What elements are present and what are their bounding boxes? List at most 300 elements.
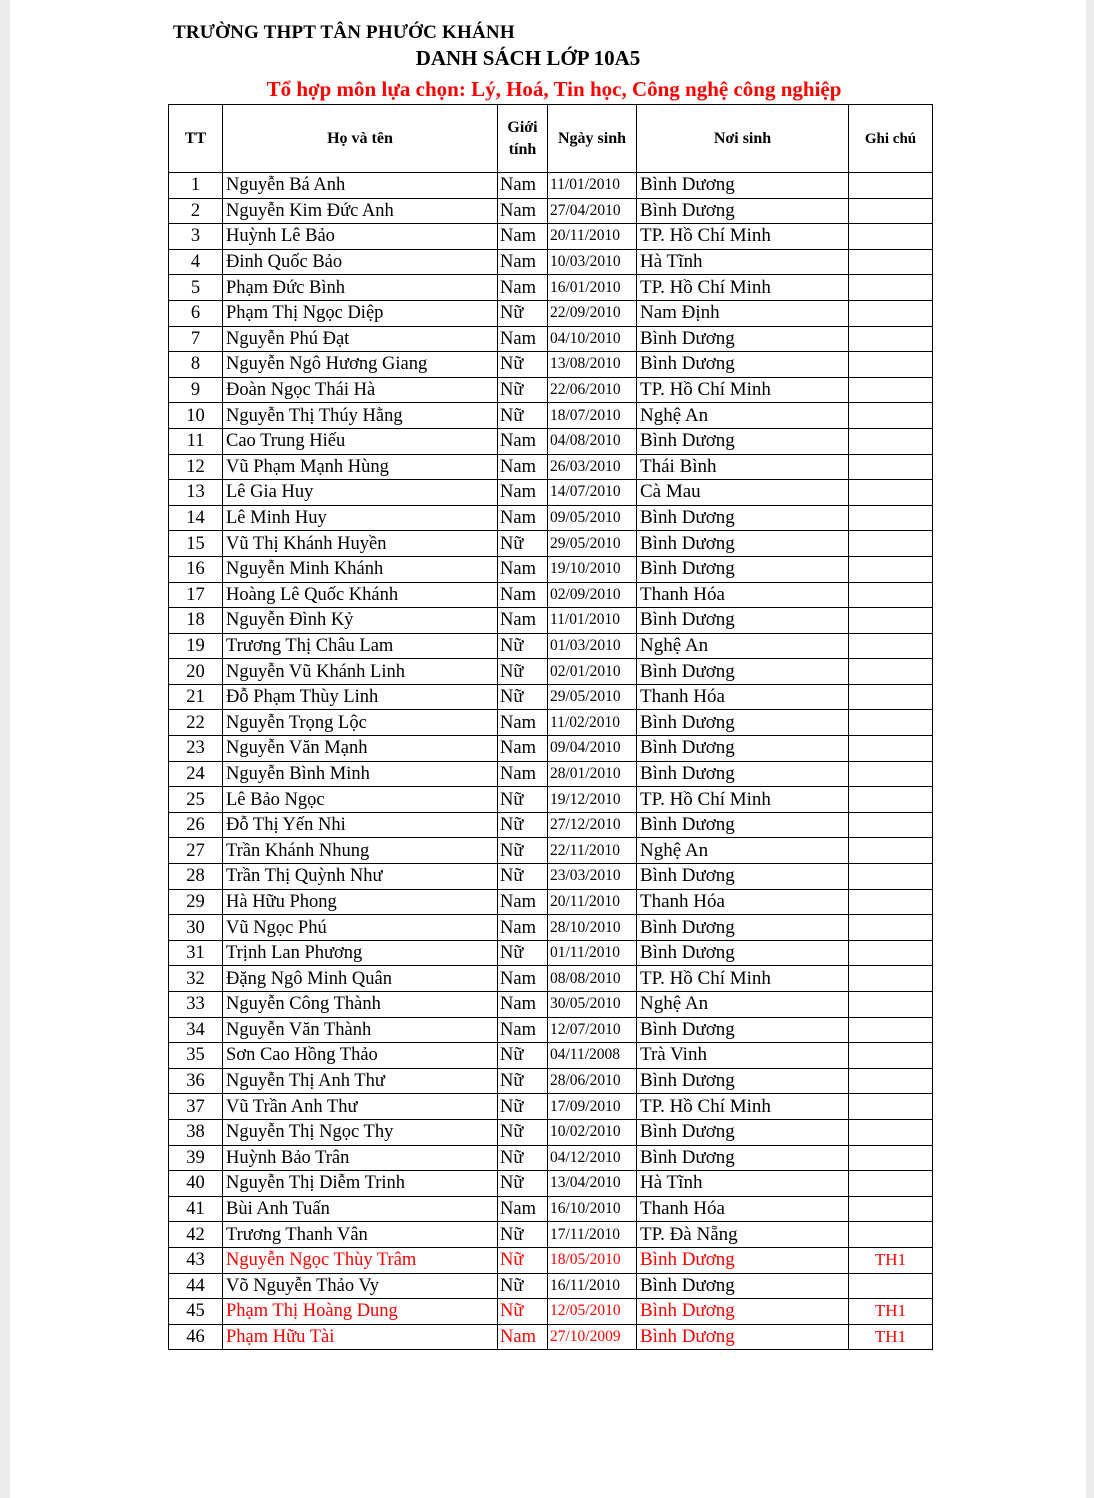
student-note [849, 1043, 933, 1069]
row-number: 15 [169, 531, 223, 557]
student-name: Nguyễn Thị Ngọc Thy [223, 1119, 498, 1145]
table-row [169, 915, 933, 941]
student-birthplace: TP. Hồ Chí Minh [637, 787, 849, 813]
row-number: 24 [169, 761, 223, 787]
row-number: 44 [169, 1273, 223, 1299]
student-name: Nguyễn Ngô Hương Giang [223, 352, 498, 378]
student-birthplace: Hà Tĩnh [637, 249, 849, 275]
student-note [849, 480, 933, 506]
student-birthplace: Bình Dương [637, 198, 849, 224]
student-note [849, 454, 933, 480]
student-dob: 14/07/2010 [548, 480, 637, 506]
student-note [849, 198, 933, 224]
table-body [169, 173, 933, 1350]
student-dob: 26/03/2010 [548, 454, 637, 480]
table-row [169, 966, 933, 992]
student-sex: Nữ [498, 864, 548, 890]
row-number: 20 [169, 659, 223, 685]
student-dob: 04/12/2010 [548, 1145, 637, 1171]
student-note [849, 838, 933, 864]
student-sex: Nam [498, 428, 548, 454]
student-dob: 10/03/2010 [548, 249, 637, 275]
student-note [849, 1273, 933, 1299]
table-row [169, 940, 933, 966]
student-dob: 13/08/2010 [548, 352, 637, 378]
row-number: 32 [169, 966, 223, 992]
row-number: 45 [169, 1299, 223, 1325]
student-birthplace: Thanh Hóa [637, 684, 849, 710]
table-row [169, 582, 933, 608]
student-note [849, 1094, 933, 1120]
student-sex: Nam [498, 966, 548, 992]
student-note [849, 326, 933, 352]
student-sex: Nam [498, 582, 548, 608]
student-dob: 02/01/2010 [548, 659, 637, 685]
student-dob: 01/11/2010 [548, 940, 637, 966]
row-number: 10 [169, 403, 223, 429]
student-birthplace: Bình Dương [637, 173, 849, 199]
student-birthplace: Bình Dương [637, 326, 849, 352]
table-row [169, 659, 933, 685]
student-birthplace: Thanh Hóa [637, 1196, 849, 1222]
student-sex: Nam [498, 173, 548, 199]
student-birthplace: Bình Dương [637, 531, 849, 557]
student-sex: Nữ [498, 300, 548, 326]
student-name: Lê Gia Huy [223, 480, 498, 506]
student-sex: Nữ [498, 838, 548, 864]
student-birthplace: Bình Dương [637, 915, 849, 941]
student-name: Võ Nguyễn Thảo Vy [223, 1273, 498, 1299]
student-birthplace: Bình Dương [637, 1145, 849, 1171]
student-dob: 30/05/2010 [548, 992, 637, 1018]
row-number: 37 [169, 1094, 223, 1120]
student-dob: 17/09/2010 [548, 1094, 637, 1120]
table-row [169, 173, 933, 199]
row-number: 1 [169, 173, 223, 199]
student-sex: Nam [498, 275, 548, 301]
student-birthplace: Trà Vinh [637, 1043, 849, 1069]
student-birthplace: TP. Hồ Chí Minh [637, 377, 849, 403]
student-sex: Nam [498, 736, 548, 762]
student-name: Nguyễn Bá Anh [223, 173, 498, 199]
student-dob: 11/02/2010 [548, 710, 637, 736]
student-note [849, 249, 933, 275]
student-name: Hoàng Lê Quốc Khánh [223, 582, 498, 608]
student-birthplace: Bình Dương [637, 761, 849, 787]
student-dob: 02/09/2010 [548, 582, 637, 608]
student-sex: Nam [498, 198, 548, 224]
student-birthplace: Bình Dương [637, 812, 849, 838]
student-note [849, 710, 933, 736]
student-name: Vũ Ngọc Phú [223, 915, 498, 941]
table-row [169, 1324, 933, 1350]
student-birthplace: Nghệ An [637, 838, 849, 864]
document-title-text: DANH SÁCH LỚP 10A5 [415, 46, 641, 70]
student-sex: Nữ [498, 1145, 548, 1171]
student-birthplace: Bình Dương [637, 710, 849, 736]
table-row [169, 377, 933, 403]
student-note [849, 1017, 933, 1043]
student-note [849, 377, 933, 403]
table-row [169, 787, 933, 813]
student-name: Trịnh Lan Phương [223, 940, 498, 966]
row-number: 17 [169, 582, 223, 608]
student-dob: 28/10/2010 [548, 915, 637, 941]
student-dob: 11/01/2010 [548, 608, 637, 634]
student-dob: 16/11/2010 [548, 1273, 637, 1299]
student-dob: 17/11/2010 [548, 1222, 637, 1248]
row-number: 29 [169, 889, 223, 915]
student-dob: 08/08/2010 [548, 966, 637, 992]
student-sex: Nữ [498, 1247, 548, 1273]
student-birthplace: Hà Tĩnh [637, 1171, 849, 1197]
row-number: 13 [169, 480, 223, 506]
student-note [849, 761, 933, 787]
col-header-name: Họ và tên [223, 105, 498, 173]
student-note [849, 992, 933, 1018]
student-birthplace: TP. Hồ Chí Minh [637, 966, 849, 992]
student-name: Vũ Phạm Mạnh Hùng [223, 454, 498, 480]
student-note [849, 1068, 933, 1094]
student-dob: 22/06/2010 [548, 377, 637, 403]
student-note [849, 659, 933, 685]
student-sex: Nam [498, 608, 548, 634]
row-number: 39 [169, 1145, 223, 1171]
student-sex: Nữ [498, 940, 548, 966]
student-sex: Nữ [498, 377, 548, 403]
table-row [169, 1196, 933, 1222]
student-dob: 22/09/2010 [548, 300, 637, 326]
row-number: 16 [169, 556, 223, 582]
student-name: Trương Thị Châu Lam [223, 633, 498, 659]
student-birthplace: Bình Dương [637, 1299, 849, 1325]
student-dob: 18/05/2010 [548, 1247, 637, 1273]
student-sex: Nam [498, 249, 548, 275]
table-row [169, 1043, 933, 1069]
student-sex: Nữ [498, 352, 548, 378]
student-name: Đoàn Ngọc Thái Hà [223, 377, 498, 403]
row-number: 35 [169, 1043, 223, 1069]
student-name: Nguyễn Thị Anh Thư [223, 1068, 498, 1094]
student-dob: 16/10/2010 [548, 1196, 637, 1222]
student-birthplace: Thanh Hóa [637, 889, 849, 915]
row-number: 3 [169, 224, 223, 250]
student-name: Nguyễn Kim Đức Anh [223, 198, 498, 224]
student-dob: 27/04/2010 [548, 198, 637, 224]
student-name: Trần Khánh Nhung [223, 838, 498, 864]
student-birthplace: TP. Đà Nẵng [637, 1222, 849, 1248]
student-sex: Nữ [498, 1171, 548, 1197]
row-number: 12 [169, 454, 223, 480]
student-name: Nguyễn Trọng Lộc [223, 710, 498, 736]
table-row [169, 736, 933, 762]
student-note [849, 403, 933, 429]
row-number: 28 [169, 864, 223, 890]
row-number: 36 [169, 1068, 223, 1094]
student-name: Nguyễn Phú Đạt [223, 326, 498, 352]
student-dob: 27/12/2010 [548, 812, 637, 838]
table-row [169, 710, 933, 736]
table-row [169, 633, 933, 659]
student-sex: Nam [498, 992, 548, 1018]
student-dob: 10/02/2010 [548, 1119, 637, 1145]
student-name: Nguyễn Ngọc Thùy Trâm [223, 1247, 498, 1273]
student-note: TH1 [849, 1299, 933, 1325]
student-note [849, 940, 933, 966]
table-row [169, 812, 933, 838]
student-name: Nguyễn Vũ Khánh Linh [223, 659, 498, 685]
row-number: 27 [169, 838, 223, 864]
student-note [849, 300, 933, 326]
student-dob: 28/06/2010 [548, 1068, 637, 1094]
student-birthplace: Cà Mau [637, 480, 849, 506]
student-birthplace: TP. Hồ Chí Minh [637, 275, 849, 301]
row-number: 18 [169, 608, 223, 634]
student-name: Vũ Thị Khánh Huyền [223, 531, 498, 557]
student-dob: 12/05/2010 [548, 1299, 637, 1325]
student-dob: 29/05/2010 [548, 531, 637, 557]
student-dob: 12/07/2010 [548, 1017, 637, 1043]
student-sex: Nữ [498, 1068, 548, 1094]
student-sex: Nam [498, 915, 548, 941]
student-note [849, 582, 933, 608]
student-sex: Nam [498, 761, 548, 787]
row-number: 31 [169, 940, 223, 966]
student-name: Trương Thanh Vân [223, 1222, 498, 1248]
student-birthplace: Nam Định [637, 300, 849, 326]
row-number: 22 [169, 710, 223, 736]
table-row [169, 1145, 933, 1171]
table-row [169, 326, 933, 352]
student-note [849, 608, 933, 634]
table-header-row [169, 105, 933, 173]
student-name: Phạm Thị Ngọc Diệp [223, 300, 498, 326]
student-name: Nguyễn Văn Mạnh [223, 736, 498, 762]
col-header-sex-line2: tính [508, 140, 537, 158]
student-note [849, 812, 933, 838]
student-birthplace: Nghệ An [637, 633, 849, 659]
student-note [849, 684, 933, 710]
table-row [169, 1068, 933, 1094]
student-name: Nguyễn Đình Kỷ [223, 608, 498, 634]
student-note [849, 531, 933, 557]
student-name: Nguyễn Công Thành [223, 992, 498, 1018]
table-row [169, 428, 933, 454]
table-row [169, 224, 933, 250]
col-header-dob: Ngày sinh [548, 105, 637, 173]
table-row [169, 1094, 933, 1120]
table-row [169, 556, 933, 582]
student-note [849, 275, 933, 301]
student-dob: 20/11/2010 [548, 889, 637, 915]
student-birthplace: Bình Dương [637, 1068, 849, 1094]
student-name: Đinh Quốc Bảo [223, 249, 498, 275]
student-birthplace: Bình Dương [637, 608, 849, 634]
student-dob: 29/05/2010 [548, 684, 637, 710]
table-row [169, 608, 933, 634]
student-birthplace: TP. Hồ Chí Minh [637, 1094, 849, 1120]
student-dob: 04/11/2008 [548, 1043, 637, 1069]
student-sex: Nữ [498, 1273, 548, 1299]
student-birthplace: Bình Dương [637, 940, 849, 966]
student-name: Nguyễn Thị Thúy Hằng [223, 403, 498, 429]
table-row [169, 1273, 933, 1299]
student-sex: Nam [498, 1017, 548, 1043]
student-sex: Nam [498, 326, 548, 352]
student-dob: 19/10/2010 [548, 556, 637, 582]
row-number: 21 [169, 684, 223, 710]
student-birthplace: Bình Dương [637, 1119, 849, 1145]
student-name: Lê Bảo Ngọc [223, 787, 498, 813]
table-row [169, 480, 933, 506]
table-row [169, 531, 933, 557]
row-number: 30 [169, 915, 223, 941]
student-birthplace: Bình Dương [637, 1247, 849, 1273]
student-dob: 04/10/2010 [548, 326, 637, 352]
student-note [849, 889, 933, 915]
row-number: 26 [169, 812, 223, 838]
student-birthplace: Bình Dương [637, 352, 849, 378]
student-name: Đỗ Thị Yến Nhi [223, 812, 498, 838]
student-birthplace: Bình Dương [637, 1324, 849, 1350]
student-name: Phạm Hữu Tài [223, 1324, 498, 1350]
school-name: TRƯỜNG THPT TÂN PHƯỚC KHÁNH [173, 22, 515, 43]
student-birthplace: Bình Dương [637, 659, 849, 685]
student-name: Cao Trung Hiếu [223, 428, 498, 454]
student-name: Bùi Anh Tuấn [223, 1196, 498, 1222]
student-name: Nguyễn Văn Thành [223, 1017, 498, 1043]
student-dob: 18/07/2010 [548, 403, 637, 429]
class-list-table [168, 104, 933, 1350]
student-name: Nguyễn Bình Minh [223, 761, 498, 787]
table-row [169, 1222, 933, 1248]
document-subtitle [10, 77, 1086, 102]
col-header-tt: TT [169, 105, 223, 173]
student-note [849, 633, 933, 659]
table-row [169, 403, 933, 429]
row-number: 6 [169, 300, 223, 326]
student-dob: 13/04/2010 [548, 1171, 637, 1197]
student-dob: 23/03/2010 [548, 864, 637, 890]
student-name: Huỳnh Bảo Trân [223, 1145, 498, 1171]
student-name: Sơn Cao Hồng Thảo [223, 1043, 498, 1069]
student-sex: Nam [498, 480, 548, 506]
student-sex: Nữ [498, 1119, 548, 1145]
table-row [169, 684, 933, 710]
student-dob: 20/11/2010 [548, 224, 637, 250]
student-birthplace: Bình Dương [637, 864, 849, 890]
row-number: 2 [169, 198, 223, 224]
student-note: TH1 [849, 1324, 933, 1350]
table-row [169, 889, 933, 915]
col-header-note: Ghi chú [849, 105, 933, 173]
student-note [849, 736, 933, 762]
student-note [849, 1196, 933, 1222]
student-sex: Nam [498, 710, 548, 736]
col-header-sex [498, 105, 548, 173]
student-sex: Nữ [498, 787, 548, 813]
student-dob: 01/03/2010 [548, 633, 637, 659]
table-row [169, 275, 933, 301]
student-note [849, 556, 933, 582]
student-name: Lê Minh Huy [223, 505, 498, 531]
table-row [169, 761, 933, 787]
row-number: 4 [169, 249, 223, 275]
row-number: 14 [169, 505, 223, 531]
student-sex: Nữ [498, 812, 548, 838]
student-note [849, 787, 933, 813]
table-row [169, 992, 933, 1018]
student-name: Đặng Ngô Minh Quân [223, 966, 498, 992]
student-dob: 11/01/2010 [548, 173, 637, 199]
student-note: TH1 [849, 1247, 933, 1273]
student-note [849, 224, 933, 250]
student-note [849, 915, 933, 941]
row-number: 9 [169, 377, 223, 403]
student-birthplace: Bình Dương [637, 556, 849, 582]
row-number: 25 [169, 787, 223, 813]
student-birthplace: Nghệ An [637, 992, 849, 1018]
student-note [849, 1222, 933, 1248]
row-number: 34 [169, 1017, 223, 1043]
student-birthplace: Bình Dương [637, 736, 849, 762]
document-subtitle-text: Tổ hợp môn lựa chọn: Lý, Hoá, Tin học, Công nghệ công nghiệp [266, 77, 842, 101]
table-row [169, 454, 933, 480]
student-sex: Nữ [498, 1299, 548, 1325]
student-birthplace: TP. Hồ Chí Minh [637, 224, 849, 250]
student-birthplace: Bình Dương [637, 1017, 849, 1043]
student-dob: 09/04/2010 [548, 736, 637, 762]
student-note [849, 966, 933, 992]
student-dob: 16/01/2010 [548, 275, 637, 301]
student-dob: 19/12/2010 [548, 787, 637, 813]
student-sex: Nữ [498, 684, 548, 710]
student-sex: Nữ [498, 633, 548, 659]
student-name: Vũ Trần Anh Thư [223, 1094, 498, 1120]
student-sex: Nam [498, 1196, 548, 1222]
student-sex: Nam [498, 505, 548, 531]
student-sex: Nữ [498, 1043, 548, 1069]
student-note [849, 1119, 933, 1145]
table-row [169, 864, 933, 890]
student-name: Nguyễn Thị Diễm Trinh [223, 1171, 498, 1197]
row-number: 7 [169, 326, 223, 352]
student-sex: Nữ [498, 1222, 548, 1248]
table-row [169, 1119, 933, 1145]
student-sex: Nam [498, 1324, 548, 1350]
student-sex: Nam [498, 889, 548, 915]
student-note [849, 864, 933, 890]
student-dob: 22/11/2010 [548, 838, 637, 864]
row-number: 23 [169, 736, 223, 762]
student-name: Hà Hữu Phong [223, 889, 498, 915]
student-sex: Nữ [498, 659, 548, 685]
student-name: Đỗ Phạm Thùy Linh [223, 684, 498, 710]
student-birthplace: Thanh Hóa [637, 582, 849, 608]
student-note [849, 1171, 933, 1197]
table-row [169, 1247, 933, 1273]
student-note [849, 428, 933, 454]
student-birthplace: Bình Dương [637, 1273, 849, 1299]
student-sex: Nữ [498, 531, 548, 557]
row-number: 11 [169, 428, 223, 454]
row-number: 5 [169, 275, 223, 301]
row-number: 42 [169, 1222, 223, 1248]
student-sex: Nữ [498, 403, 548, 429]
col-header-sex-line1: Giới [507, 118, 538, 136]
row-number: 46 [169, 1324, 223, 1350]
student-sex: Nam [498, 224, 548, 250]
